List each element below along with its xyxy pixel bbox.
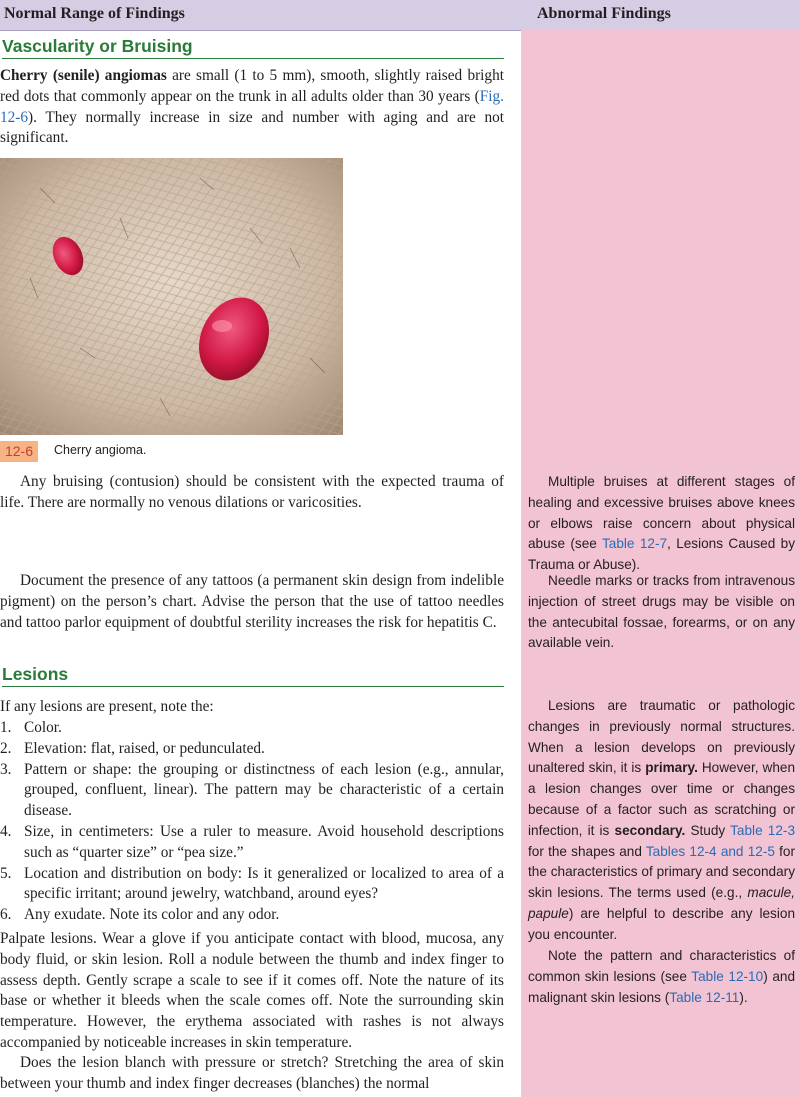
table-12-3-link[interactable]: Table 12-3 <box>730 822 796 838</box>
pattern-text-c: ). <box>739 989 748 1005</box>
list-item <box>0 718 504 739</box>
pattern-text-b: ) and malignant skin lesions ( <box>528 968 796 1005</box>
list-item <box>0 739 504 760</box>
lesions-text-a: Lesions are traumatic or pathologic changes in previously normal structures. When a lesion develops on previously unaltered skin, it is <box>528 698 795 776</box>
lesion-checklist <box>0 718 504 926</box>
vascularity-heading: Vascularity or Bruising <box>2 36 504 59</box>
cherry-angioma-term: Cherry (senile) angiomas <box>0 67 167 84</box>
figure-caption: Cherry angioma. <box>54 443 147 457</box>
needle-marks-paragraph: Needle marks or tracks from intravenous injection of street drugs may be visible on the antecubital fossae, forearms, or on any available vein. <box>528 573 795 651</box>
figure-link[interactable]: Fig. 12-6 <box>0 87 504 126</box>
lesions-heading: Lesions <box>2 664 504 687</box>
figure-number-badge: 12-6 <box>0 441 38 462</box>
list-number: 6. <box>0 906 12 924</box>
list-number: 4. <box>0 822 12 840</box>
cherry-angioma-text-b: ). They normally increase in size and number with aging and are not significant. <box>0 108 504 147</box>
list-item <box>0 905 504 926</box>
table-12-7-link[interactable]: Table 12-7 <box>601 536 668 552</box>
skin-photo-illustration <box>0 158 343 435</box>
table-12-10-link[interactable]: Table 12-10 <box>691 968 764 984</box>
list-number: 2. <box>0 739 12 757</box>
list-text: Size, in centimeters: Use a ruler to measure. Avoid household descriptions such as “quarter size” or “pea size.” <box>24 822 504 861</box>
cherry-angioma-text-a: are small (1 to 5 mm), smooth, slightly raised bright red dots that commonly appear on the trunk in all adults older than 30 years ( <box>0 67 504 105</box>
list-text: Elevation: flat, raised, or pedunculated. <box>24 739 265 757</box>
list-item <box>0 864 504 906</box>
lesions-text-d: for the shapes and <box>528 843 646 859</box>
lesions-text-c: Study <box>685 822 731 838</box>
list-text: Pattern or shape: the grouping or distinctness of each lesion (e.g., annular, grouped, confluent, linear). The pattern may be characteristic of a certain disease. <box>24 760 504 820</box>
list-number: 3. <box>0 760 12 778</box>
primary-term: primary. <box>645 760 698 776</box>
abuse-bruises-paragraph <box>528 472 795 576</box>
list-text: Location and distribution on body: Is it generalized or localized to area of a specific irritant; around jewelry, watchband, around eyes? <box>24 864 504 903</box>
bruises-text-b: , Lesions Caused by Trauma or Abuse). <box>528 536 795 573</box>
pattern-text-a: Note the pattern and characteristics of common skin lesions (see <box>528 948 795 984</box>
table-header-bar <box>0 0 800 31</box>
normal-findings-header: Normal Range of Findings <box>4 5 185 22</box>
secondary-term: secondary. <box>614 822 686 838</box>
lesions-intro: If any lesions are present, note the: <box>0 698 214 715</box>
list-item <box>0 760 504 822</box>
palpate-paragraph: Palpate lesions. Wear a glove if you anticipate contact with blood, mucosa, any body fluid, or skin lesion. Roll a nodule between the thumb and index finger to assess depth. Gently scrape a scale to see if it comes off. Note the nature of its base or whether it bleeds when the scale comes off. Note the surrounding skin temperature. However, the erythema associated with rashes is not always accompanied by noticeable increases in skin temperature. <box>0 930 504 1051</box>
list-number: 5. <box>0 864 12 882</box>
pattern-paragraph <box>528 946 795 1008</box>
lesions-text-e: for the characteristics of primary and secondary skin lesions. The terms used (e.g., <box>528 843 795 901</box>
lesions-text-f: ) are helpful to describe any lesion you encounter. <box>528 905 795 942</box>
cherry-angioma-photo <box>0 158 343 435</box>
list-text: Any exudate. Note its color and any odor. <box>24 906 280 924</box>
lesions-text-b: However, when a lesion changes over time or changes because of a factor such as scratching or infection, it is <box>528 760 796 838</box>
bruises-text-a: Multiple bruises at different stages of healing and excessive bruises above knees or elbows raise concern about physical abuse (see <box>528 474 795 552</box>
bruising-paragraph: Any bruising (contusion) should be consistent with the expected trauma of life. There are normally no venous dilations or varicosities. <box>0 473 504 511</box>
table-12-11-link[interactable]: Table 12-11 <box>669 989 740 1005</box>
list-number: 1. <box>0 719 12 736</box>
list-item <box>0 822 504 864</box>
cherry-angioma-paragraph <box>0 66 504 149</box>
lesion-terms-italic: macule, papule <box>528 885 795 921</box>
abnormal-findings-header: Abnormal Findings <box>537 5 671 22</box>
tattoo-paragraph: Document the presence of any tattoos (a permanent skin design from indelible pigment) on the person’s chart. Advise the person that the use of tattoo needles and tattoo parlor equipment of doubtful sterility increases the risk for hepatitis C. <box>0 572 504 631</box>
lesion-definition-paragraph <box>528 696 795 946</box>
list-text: Color. <box>24 719 62 736</box>
blanch-paragraph: Does the lesion blanch with pressure or stretch? Stretching the area of skin between your thumb and index finger decreases (blanches) the normal <box>0 1054 504 1092</box>
tables-12-4-12-5-link[interactable]: Tables 12-4 and 12-5 <box>645 843 775 859</box>
